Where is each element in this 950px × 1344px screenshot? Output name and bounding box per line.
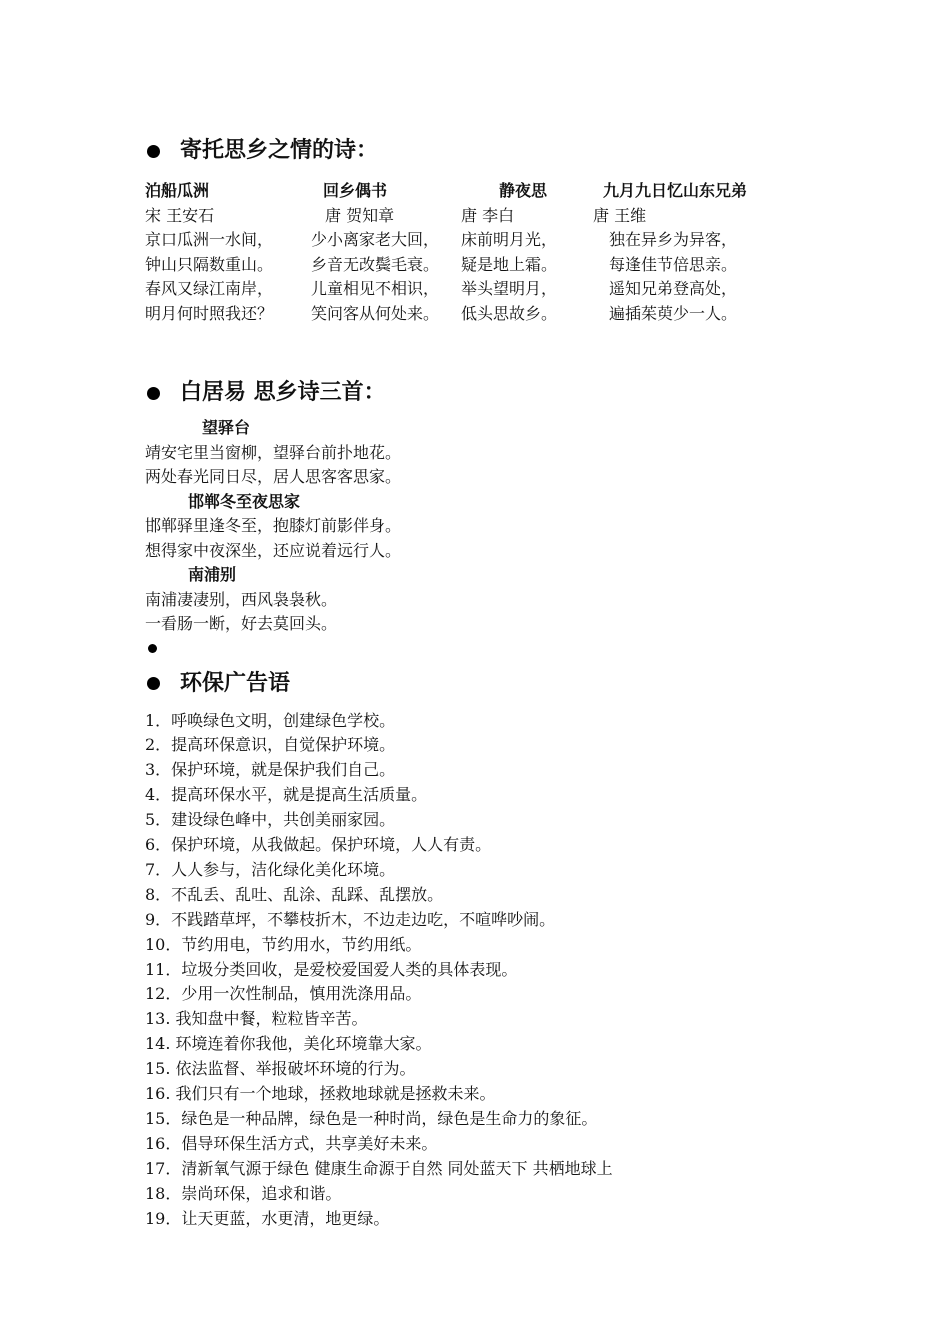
section-heading-homesick-poems (145, 136, 845, 166)
list-item: 7．人人参与，洁化绿化美化环境。 (145, 859, 396, 879)
poem-line: 儿童相见不相识， (311, 279, 440, 298)
poem-title: 静夜思 (499, 181, 548, 200)
poem-column (461, 179, 557, 326)
poem-line: 遥知兄弟登高处， (609, 279, 738, 298)
poem-column (311, 179, 439, 326)
list-item: 12．少用一次性制品，慎用洗涤用品。 (145, 984, 422, 1004)
list-item: 4．提高环保水平，就是提高生活质量。 (145, 785, 428, 805)
poem-author: 唐 李白 (461, 205, 515, 225)
list-item: 8．不乱丢、乱吐、乱涂、乱踩、乱摆放。 (145, 884, 444, 904)
poem-line: 一看肠一断，好去莫回头。 (145, 614, 338, 633)
list-item: 2．提高环保意识，自觉保护环境。 (145, 735, 396, 755)
list-item: 3．保护环境，就是保护我们自己。 (145, 760, 396, 780)
list-item: 9．不践踏草坪，不攀枝折木，不边走边吃，不喧哗吵闹。 (145, 909, 556, 929)
poem-line: 笑问客从何处来。 (311, 303, 440, 323)
list-item: 1．呼唤绿色文明，创建绿色学校。 (145, 710, 396, 730)
poem-title: 邯郸冬至夜思家 (188, 491, 301, 511)
list-item: 5．建设绿色峰中，共创美丽家园。 (145, 810, 396, 830)
list-item: 15. 依法监督、举报破坏环境的行为。 (145, 1059, 416, 1079)
list-item: 6．保护环境，从我做起。保护环境，人人有责。 (145, 835, 492, 855)
poem-title: 九月九日忆山东兄弟 (603, 181, 748, 200)
poem-line: 两处春光同日尽，居人思客客思家。 (145, 467, 402, 486)
poem-line: 靖安宅里当窗柳，望驿台前扑地花。 (145, 442, 402, 462)
poem-columns (145, 179, 845, 329)
list-item: 13. 我知盘中餐，粒粒皆辛苦。 (145, 1009, 368, 1029)
empty-bullet-line (145, 637, 845, 661)
poem-line: 独在异乡为异客， (609, 230, 738, 249)
slogan-list (145, 709, 845, 1232)
list-item: 18．崇尚环保，追求和谐。 (145, 1183, 342, 1203)
poem-line: 遍插茱萸少一人。 (609, 303, 738, 323)
poem-line: 明月何时照我还？ (145, 303, 274, 323)
bai-juyi-poems (145, 416, 845, 661)
heading-text: 环保广告语 (180, 670, 291, 696)
list-item: 19．让天更蓝，水更清，地更绿。 (145, 1208, 390, 1228)
poem-author: 唐 贺知章 (325, 205, 395, 225)
poem-line: 低头思故乡。 (461, 303, 558, 323)
poem-line: 举头望明月， (461, 279, 558, 298)
poem-line: 京口瓜洲一水间， (145, 230, 274, 249)
poem-line: 床前明月光， (461, 230, 558, 249)
poem-title: 泊船瓜洲 (145, 181, 210, 200)
poem-line: 疑是地上霜。 (461, 254, 558, 274)
poem-line: 春风又绿江南岸， (145, 279, 274, 298)
poem-column (145, 179, 273, 326)
poem-column (593, 179, 747, 326)
poem-title: 望驿台 (202, 418, 251, 437)
list-item: 11．垃圾分类回收，是爱校爱国爱人类的具体表现。 (145, 959, 518, 979)
poem-line: 少小离家老大回， (311, 230, 440, 249)
poem-line: 钟山只隔数重山。 (145, 254, 274, 274)
list-item: 14. 环境连着你我他，美化环境靠大家。 (145, 1034, 432, 1054)
heading-text: 寄托思乡之情的诗： (180, 138, 379, 163)
poem-title: 南浦别 (188, 565, 237, 584)
list-item: 15．绿色是一种品牌，绿色是一种时尚，绿色是生命力的象征。 (145, 1109, 598, 1128)
list-item: 10．节约用电，节约用水，节约用纸。 (145, 934, 422, 954)
poem-author: 唐 王维 (593, 205, 647, 225)
section-heading-eco-slogans (145, 669, 845, 699)
poem-author: 宋 王安石 (145, 205, 215, 225)
poem-title: 回乡偶书 (323, 181, 388, 200)
list-item: 17．清新氧气源于绿色 健康生命源于自然 同处蓝天下 共栖地球上 (145, 1158, 613, 1178)
poem-line: 想得家中夜深坐，还应说着远行人。 (145, 540, 402, 560)
list-item: 16．倡导环保生活方式，共享美好未来。 (145, 1133, 438, 1153)
poem-line: 乡音无改鬓毛衰。 (311, 254, 440, 274)
poem-line: 邯郸驿里逢冬至，抱膝灯前影伴身。 (145, 516, 402, 535)
document-page (145, 130, 845, 1232)
section-heading-bai-juyi (145, 378, 845, 408)
bullet-icon (147, 387, 160, 400)
poem-line: 每逢佳节倍思亲。 (609, 254, 738, 274)
bullet-icon (148, 644, 157, 653)
heading-text: 白居易 思乡诗三首： (180, 380, 386, 405)
poem-line: 南浦凄凄别，西风袅袅秋。 (145, 589, 338, 609)
bullet-icon (147, 677, 160, 690)
list-item: 16. 我们只有一个地球，拯救地球就是拯救未来。 (145, 1084, 496, 1104)
bullet-icon (147, 145, 160, 158)
